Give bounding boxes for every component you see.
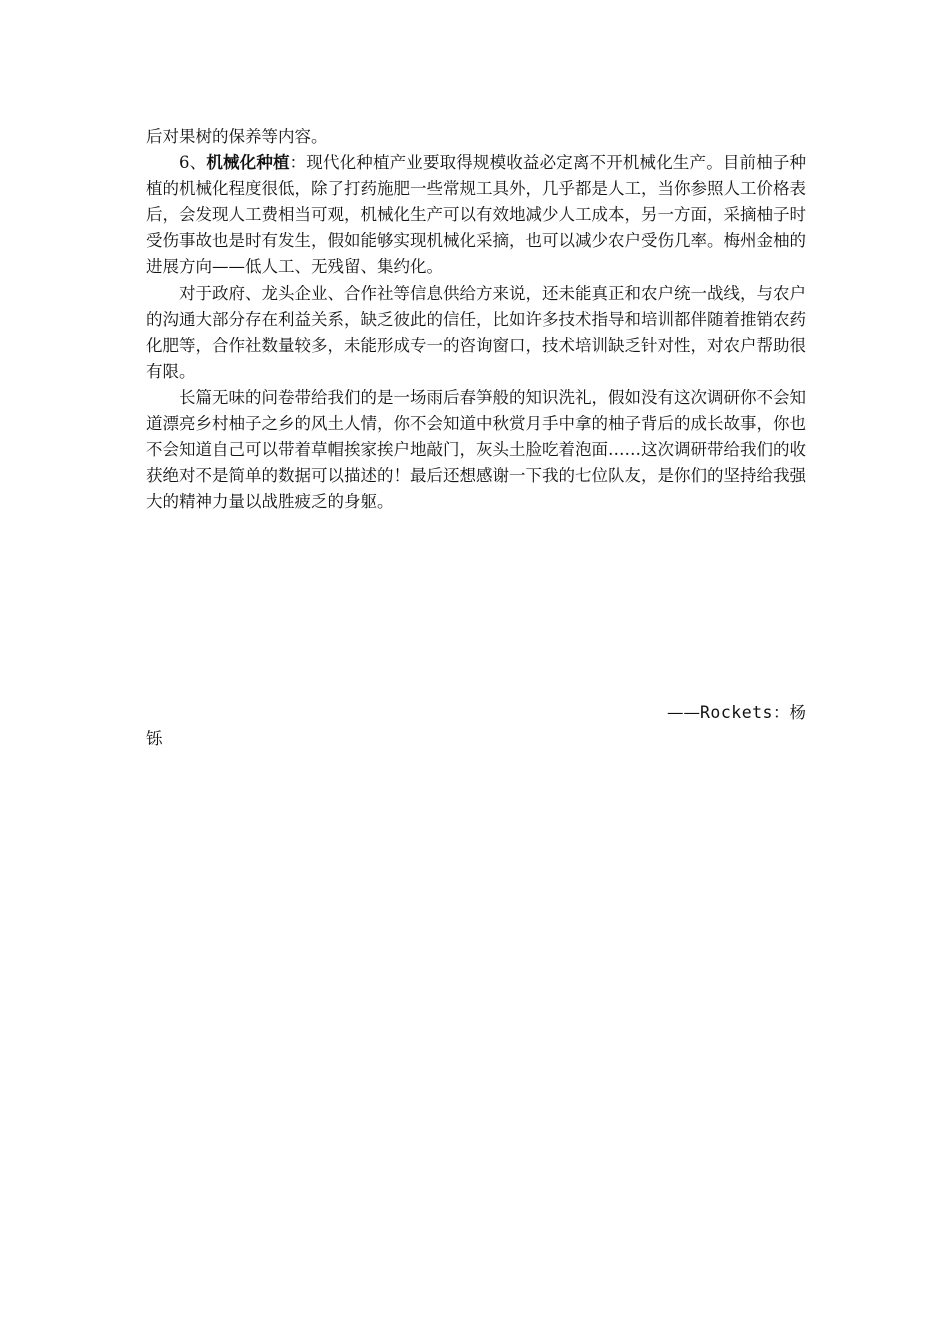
- signature-separator: ：: [773, 703, 790, 722]
- paragraph-text: 后对果树的保养等内容。: [146, 127, 328, 146]
- list-number: 6、: [179, 153, 207, 173]
- paragraph-text: 长篇无味的问卷带给我们的是一场雨后春笋般的知识洗礼，假如没有这次调研你不会知道漂亮乡村柚子之乡的风土人情，你不会知道中秋赏月手中拿的柚子背后的成长故事，你也不会知道自己可以带着草帽挨家挨户地敲门，灰头土脸吃着泡面……这次调研带给我们的收获绝对不是简单的数据可以描述的！最后还想感谢一下我的七位队友，是你们的坚持给我强大的精神力量以战胜疲乏的身躯。: [146, 387, 806, 512]
- section-heading: 机械化种植: [206, 153, 290, 173]
- signature-block: [146, 700, 806, 752]
- signature-team: Rockets: [699, 703, 773, 722]
- paragraph-information-supply: [146, 281, 806, 385]
- signature-line: [146, 700, 806, 726]
- paragraph-text: ：现代化种植产业要取得规模收益必定离不开机械化生产。目前柚子种植的机械化程度很低，除了打药施肥一些常规工具外，几乎都是人工，当你参照人工价格表后，会发现人工费相当可观，机械化生产可以有效地减少人工成本，另一方面，采摘柚子时受伤事故也是时有发生，假如能够实现机械化采摘，也可以减少农户受伤几率。梅州金柚的进展方向——低人工、无残留、集约化。: [146, 153, 807, 277]
- paragraph-continuation: [146, 124, 806, 150]
- signature-line-wrap: [146, 726, 806, 752]
- signature-name-part1: 杨: [789, 703, 806, 722]
- signature-name-part2: 铄: [146, 729, 163, 748]
- paragraph-reflection: [146, 385, 806, 515]
- document-body: [146, 124, 806, 515]
- signature-dash: ——: [666, 703, 700, 722]
- paragraph-text: 对于政府、龙头企业、合作社等信息供给方来说，还未能真正和农户统一战线，与农户的沟通大部分存在利益关系，缺乏彼此的信任，比如许多技术指导和培训都伴随着推销农药化肥等，合作社数量较多，未能形成专一的咨询窗口，技术培训缺乏针对性，对农户帮助很有限。: [146, 283, 806, 381]
- paragraph-mechanized-planting: [146, 150, 806, 280]
